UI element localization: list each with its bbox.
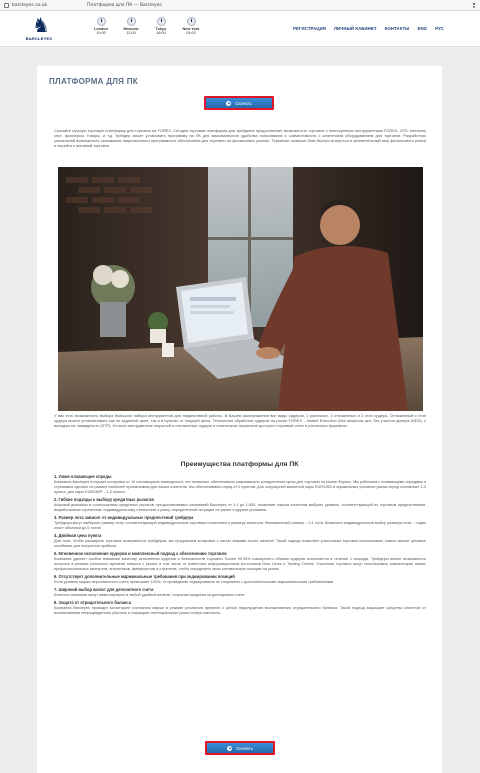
after-photo-paragraph: У вас есть возможность выбора большого набора инструментов для эффективной работы. В Вашем распоряжении все виды ордеров, 2 рыночных, 4 отложенных и 2 стоп ордера. Отложенный и стоп ордера можно устанавливать как по заданной цене, так и в пунктах от текущей цены. Технология обработки ордеров на рынке FOREX – Instant Execution (без запросов цен, без участия дилера (NDD), с выходом на ликвидность (STP). На всех инструментах открытый и отложенные ордеры в клиентском терминале доступен торговый отчет в различных форматах. (54, 413, 426, 428)
clock-time: 19:00 (96, 31, 106, 35)
download-icon (227, 746, 232, 751)
list-item (54, 474, 426, 495)
advantage-heading: 8. Защита от отрицательного баланса (54, 600, 132, 605)
brand-name: BARCLEYES (25, 36, 53, 41)
advantage-text: Для лота, чтобы расширить торговые возможности трейдеров, мы предлагаем котировки с пятью знаками после запятой. Такой подход позволяет участникам торговли использовать самые малые ценовые колебания для получения прибыли. (54, 539, 426, 548)
knight-icon: ♞ (32, 13, 50, 37)
advantage-text: Широкий диапазон в соотношениях кредитных рычагов, предоставляемых компанией Barcleyes от 1:1 до 1:500, позволяет нашим клиентам выбрать уровень, соответствующий их торговым предпочтениям, выработанным стратегиям, индивидуальному отношению к риску, определенной ситуации на рынке и другим условиям. (54, 503, 426, 512)
menu-dots-icon[interactable] (473, 3, 475, 8)
list-item (54, 574, 426, 585)
browser-address-bar[interactable] (0, 0, 480, 11)
trader-at-laptop-image (58, 167, 423, 411)
main-nav (285, 26, 444, 31)
clock-icon (97, 17, 106, 26)
list-item (54, 515, 426, 531)
download-icon (226, 101, 231, 106)
advantage-text: Трейдеры могут выбирать размер лота, соответствующий индивидуальным торговым стратегиям и размеру капитала. Минимальный размер – 0,1 лота. Возможен индивидуальный выбор размера лота – «один клик» объемом до 5 лотов. (54, 521, 426, 530)
list-item (54, 600, 426, 616)
advantage-heading: 4. Двойная цена пункта (54, 533, 102, 538)
nav-contacts[interactable]: КОНТАКТЫ (384, 26, 410, 31)
clock-city: Moscow (123, 27, 139, 31)
page-title: ПЛАТФОРМА ДЛЯ ПК (49, 77, 138, 86)
clock-new-york (176, 17, 206, 35)
clock-icon (127, 17, 136, 26)
clock-tokyo (146, 17, 176, 35)
advantage-text: Если уровень маржи персонального счета превышает 100%, то проведение хеджирования не сопряжено с дополнительными маржинальными требованиями. (54, 580, 335, 584)
advantage-text: Клиенты компании могут инвестировать в любой удобной валюте, сохраняя средства на долларовом счете. (54, 593, 246, 597)
clock-time: 18:00 (156, 31, 166, 35)
lock-icon (4, 3, 9, 8)
clock-time: 12:00 (126, 31, 136, 35)
browser-tab-title: Платформа для ПК — Barcleyes (87, 2, 162, 8)
browser-url[interactable]: barcleyes.co.uk (12, 2, 48, 8)
download-button[interactable] (204, 96, 274, 110)
nav-account[interactable]: ЛИЧНЫЙ КАБИНЕТ (333, 26, 377, 31)
list-item (54, 587, 426, 598)
list-item (54, 551, 426, 572)
advantage-heading: 2. Гибкие подходы к выбору кредитных рычагов (54, 497, 154, 502)
advantages-list (54, 474, 426, 618)
advantage-heading: 3. Размер лота зависит от индивидуальных предпочтений трейдера (54, 515, 194, 520)
advantage-heading: 7. Широкий выбор валют для депозитного счета (54, 587, 154, 592)
clock-icon (157, 17, 166, 26)
clock-city: New York (182, 27, 200, 31)
advantages-title: Преимущества платформы для ПК (180, 461, 299, 468)
advantage-text: Компания Barcleyes проводит мониторинг состояния маржи в режиме реального времени с целью недопущения возникновения отрицательного баланса. Такой подход защищает средства клиентов от возникновения непредвиденных убытков и сокращает потенциальные риски потери капитала. (54, 606, 426, 615)
clock-city: London (94, 27, 108, 31)
site-header (0, 11, 480, 47)
trader-photo (58, 167, 423, 411)
download-label: Скачать (235, 100, 252, 106)
logo[interactable] (24, 14, 54, 44)
intro-paragraph: Скачайте лучшую торговую платформу для торговли на FOREX. Сегодня торговая платформа для трейдинга предоставляет возможность торговли с полноценным инструментами FOREX, CFD, металлы спот, фьючерсы, товары, и т.д. Трейдер может установить программу на ПК для максимального удобства пользования и совместимости с клиентским оборудованием для торговли. Разработчик уникальной возможность скачивания лицензионного программного обеспечения для торговли на финансовых рынках. Терминал позволит Вам быстро втянуться в увлекательный мир финансового рынка и перейти к активной торговле. (54, 128, 426, 148)
nav-register[interactable]: РЕГИСТРАЦИЯ (293, 26, 326, 31)
clock-city: Tokyo (155, 27, 167, 31)
advantage-heading: 1. Узкие плавающие спреды (54, 474, 112, 479)
clock-london (86, 17, 116, 35)
clock-moscow (116, 17, 146, 35)
content-card (37, 66, 442, 773)
nav-lang-rus[interactable]: РУС (435, 26, 444, 31)
list-item (54, 497, 426, 513)
clock-icon (187, 17, 196, 26)
list-item (54, 533, 426, 549)
advantage-heading: 5. Мгновенное исполнение ордеров и комплексный подход к обеспечению торговли (54, 551, 227, 556)
nav-lang-eng[interactable]: ENG (417, 26, 428, 31)
advantage-heading: 6. Отсутствует дополнительные маржинальные требования при хеджировании позиций (54, 574, 235, 579)
advantage-text: Компания Barcleyes получает котировки от 16 поставщиков ликвидности, что позволяет обеспечивать максимально конкурентные цены для торговли на рынке Форекс. Мы работаем с плавающими спредами и стремимся сделать их размер наиболее приемлемым для наших клиентов. Мы обеспечиваем спред от 0 пунктов. Для популярной валютной пары EUR/USD в нормальных условиях рынка спред составляет 1-3 пункта, для пары EUR/GBP – 1-2 пункта. (54, 480, 426, 494)
download-button-bottom[interactable] (205, 741, 275, 755)
clock-time: 04:00 (186, 31, 196, 35)
download-label: Скачать (236, 745, 253, 751)
world-clocks (86, 17, 206, 35)
advantage-text: Компания уделяет особое внимание качеству исполнения ордеров и безопасности торговли. Более 99,35% совокупного объема ордеров исполняется в течение 1 секунды. Трейдеры имеют возможность получать в режиме реального времени новости с рынка, в том числе от известных информационных источников Dow Jones и Trading Central. Участники торговли могут использовать комментарии наших профессиональных экспертов, аналитиков, финансистов и стратегов, чтобы определить свою оптимальную позицию на рынке. (54, 557, 426, 571)
